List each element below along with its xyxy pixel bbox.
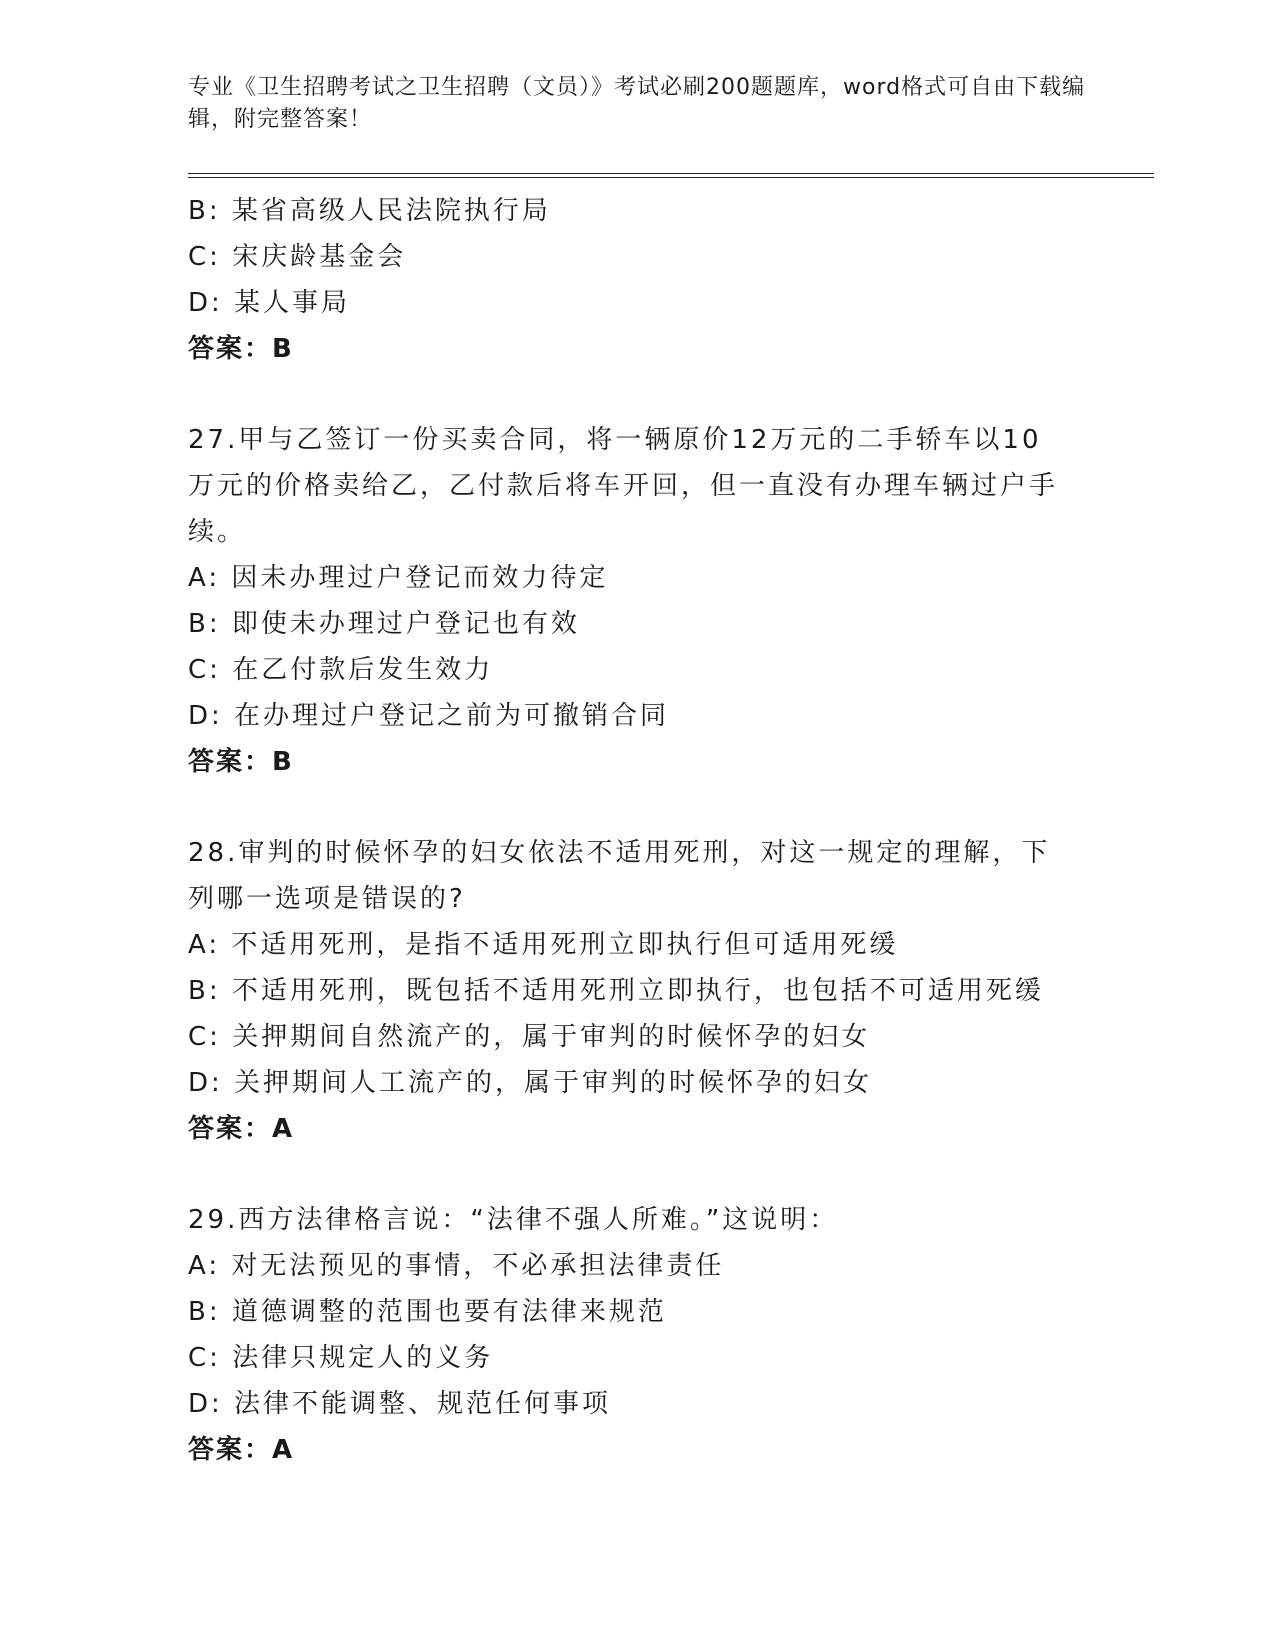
- option-b: [188, 968, 1088, 1014]
- answer-line: 答案：A: [188, 1435, 295, 1465]
- answer-line: 答案：B: [188, 747, 294, 777]
- option-d: [188, 1060, 1088, 1106]
- option-letter: B:: [188, 609, 221, 639]
- question-block-prev: [188, 188, 1088, 372]
- option-text: 对无法预见的事情，不必承担法律责任: [231, 1251, 725, 1281]
- option-text: 某人事局: [234, 288, 351, 318]
- option-text: 道德调整的范围也要有法律来规范: [231, 1297, 667, 1327]
- option-letter: B:: [188, 196, 221, 226]
- spacer: [188, 1152, 1088, 1197]
- option-text: 关押期间自然流产的，属于审判的时候怀孕的妇女: [232, 1022, 871, 1052]
- answer-line: 答案：A: [188, 1114, 295, 1144]
- option-text: 关押期间人工流产的，属于审判的时候怀孕的妇女: [234, 1068, 873, 1098]
- question-stem: 29.西方法律格言说：“法律不强人所难。”这说明：: [188, 1205, 839, 1235]
- option-text: 某省高级人民法院执行局: [231, 196, 551, 226]
- option-letter: D:: [188, 1068, 223, 1098]
- option-letter: D:: [188, 288, 223, 318]
- question-stem: 28.审判的时候怀孕的妇女依法不适用死刑，对这一规定的理解，下列哪一选项是错误的?: [188, 838, 1051, 914]
- spacer: [188, 372, 1088, 417]
- question-block-27: [188, 417, 1088, 785]
- option-text: 法律只规定人的义务: [232, 1343, 494, 1373]
- option-b: [188, 188, 1088, 234]
- option-letter: D:: [188, 701, 223, 731]
- option-letter: C:: [188, 1022, 221, 1052]
- option-c: [188, 647, 1088, 693]
- option-c: [188, 1335, 1088, 1381]
- option-text: 即使未办理过户登记也有效: [231, 609, 580, 639]
- option-d: [188, 280, 1088, 326]
- option-b: [188, 601, 1088, 647]
- option-text: 在乙付款后发生效力: [232, 655, 494, 685]
- option-letter: A:: [188, 563, 221, 593]
- option-c: [188, 234, 1088, 280]
- option-letter: A:: [188, 1251, 221, 1281]
- option-a: [188, 1243, 1088, 1289]
- option-letter: C:: [188, 1343, 221, 1373]
- option-letter: B:: [188, 976, 221, 1006]
- option-text: 因未办理过户登记而效力待定: [231, 563, 609, 593]
- question-block-28: [188, 830, 1088, 1152]
- spacer: [188, 785, 1088, 830]
- option-letter: A:: [188, 930, 221, 960]
- option-text: 在办理过户登记之前为可撤销合同: [234, 701, 670, 731]
- answer-line: 答案：B: [188, 334, 294, 364]
- option-letter: C:: [188, 242, 221, 272]
- option-letter: D:: [188, 1389, 223, 1419]
- option-text: 宋庆龄基金会: [232, 242, 407, 272]
- option-a: [188, 922, 1088, 968]
- option-d: [188, 1381, 1088, 1427]
- header-divider-top: [188, 173, 1154, 174]
- question-stem: 27.甲与乙签订一份买卖合同，将一辆原价12万元的二手轿车以10万元的价格卖给乙，乙付款后将车开回，但一直没有办理车辆过户手续。: [188, 425, 1059, 547]
- option-letter: B:: [188, 1297, 221, 1327]
- option-d: [188, 693, 1088, 739]
- option-text: 不适用死刑，是指不适用死刑立即执行但可适用死缓: [231, 930, 899, 960]
- question-block-29: [188, 1197, 1088, 1473]
- option-c: [188, 1014, 1088, 1060]
- header-text: 专业《卫生招聘考试之卫生招聘（文员）》考试必刷200题题库，word格式可自由下载编辑，附完整答案！: [188, 75, 1086, 132]
- document-header: [188, 72, 1088, 136]
- question-list: [188, 188, 1088, 1473]
- option-letter: C:: [188, 655, 221, 685]
- option-a: [188, 555, 1088, 601]
- option-b: [188, 1289, 1088, 1335]
- header-divider-bottom: [188, 177, 1154, 178]
- option-text: 不适用死刑，既包括不适用死刑立即执行，也包括不可适用死缓: [231, 976, 1044, 1006]
- option-text: 法律不能调整、规范任何事项: [234, 1389, 612, 1419]
